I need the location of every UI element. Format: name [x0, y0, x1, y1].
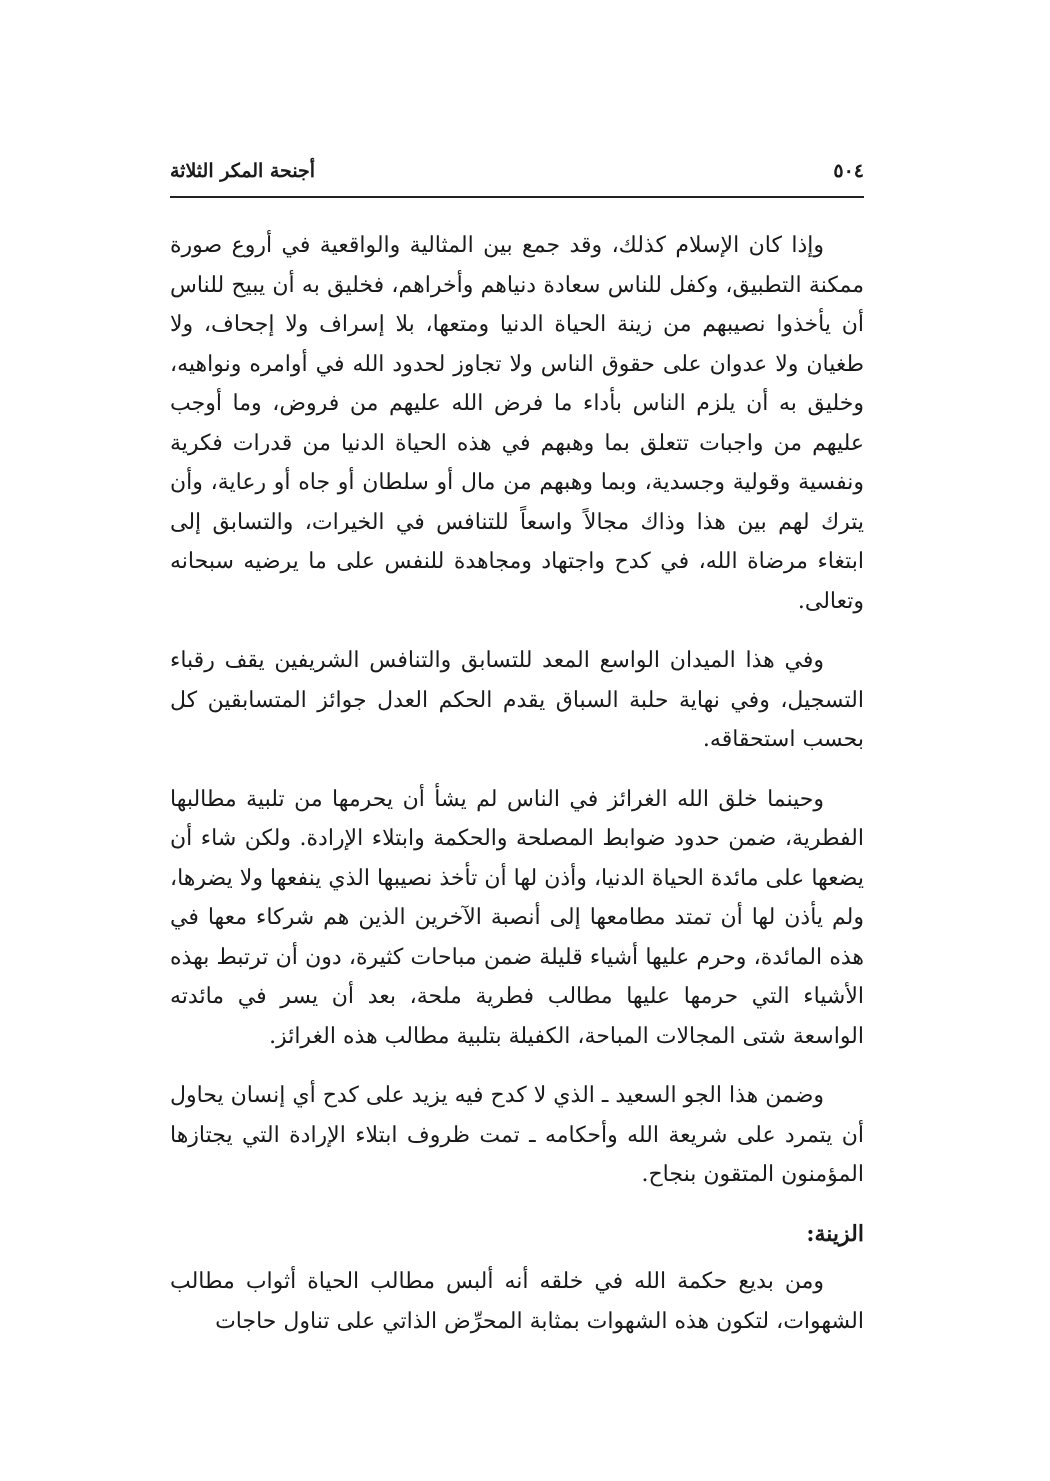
paragraph: وحينما خلق الله الغرائز في الناس لم يشأ أن يحرمها من تلبية مطالبها الفطرية، ضمن حدود ضوابط المصلحة والحكمة وابتلاء الإرادة. ولكن شاء أن يضعها على مائدة الحياة الدنيا، وأذن لها أن تأخذ نصيبها الذي ينفعها ولا يضرها، ولم يأذن لها أن تمتد مطامعها إلى أنصبة الآخرين الذين هم شركاء معها في هذه المائدة، وحرم عليها أشياء قليلة ضمن مباحات كثيرة، دون أن ترتبط بهذه الأشياء التي حرمها عليها مطالب فطرية ملحة، بعد أن يسر في مائدته الواسعة شتى المجالات المباحة، الكفيلة بتلبية مطالب هذه الغرائز. [170, 786, 864, 1049]
body-text [170, 226, 864, 1341]
page-number: ٥٠٤ [833, 160, 864, 182]
header-rule [170, 196, 864, 198]
section-heading: الزينة: [806, 1220, 864, 1247]
paragraph: وضمن هذا الجو السعيد ـ الذي لا كدح فيه يزيد على كدح أي إنسان يحاول أن يتمرد على شريعة الله وأحكامه ـ تمت ظروف ابتلاء الإرادة التي يجتازها المؤمنون المتقون بنجاح. [170, 1083, 864, 1187]
book-page [170, 160, 864, 1361]
paragraph: وإذا كان الإسلام كذلك، وقد جمع بين المثالية والواقعية في أروع صورة ممكنة التطبيق، وكفل للناس سعادة دنياهم وأخراهم، فخليق به أن يبيح للناس أن يأخذوا نصيبهم من زينة الحياة الدنيا ومتعها، بلا إسراف ولا إجحاف، ولا طغيان ولا عدوان على حقوق الناس ولا تجاوز لحدود الله في أوامره ونواهيه، وخليق به أن يلزم الناس بأداء ما فرض الله عليهم من فروض، وما أوجب عليهم من واجبات تتعلق بما وهبهم في هذه الحياة الدنيا من قدرات فكرية ونفسية وقولية وجسدية، وبما وهبهم من مال أو سلطان أو جاه أو رعاية، وأن يترك لهم بين هذا وذاك مجالاً واسعاً للتنافس في الخيرات، والتسابق إلى ابتغاء مرضاة الله، في كدح واجتهاد ومجاهدة للنفس على ما يرضيه سبحانه وتعالى. [170, 233, 865, 614]
running-head [170, 160, 864, 196]
paragraph: ومن بديع حكمة الله في خلقه أنه ألبس مطالب الحياة أثواب مطالب الشهوات، لتكون هذه الشهوات بمثابة المحرِّض الذاتي على تناول حاجات [170, 1269, 864, 1334]
paragraph: وفي هذا الميدان الواسع المعد للتسابق والتنافس الشريفين يقف رقباء التسجيل، وفي نهاية حلبة السباق يقدم الحكم العدل جوائز المتسابقين كل بحسب استحقاقه. [170, 648, 864, 752]
book-title: أجنحة المكر الثلاثة [170, 160, 316, 182]
